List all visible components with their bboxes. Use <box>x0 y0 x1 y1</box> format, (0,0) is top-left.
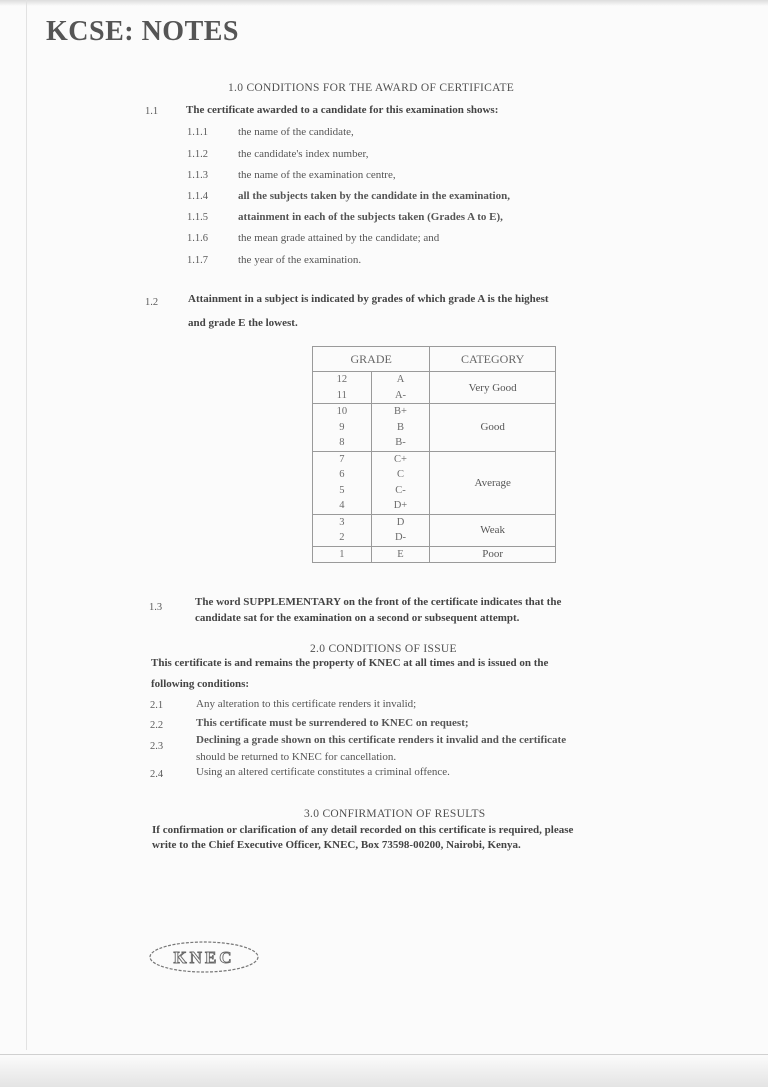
grade-letter: B+ <box>371 404 430 420</box>
item-2-4-number: 2.4 <box>150 769 164 780</box>
section1-heading: 1.0 CONDITIONS FOR THE AWARD OF CERTIFICATE <box>228 82 515 94</box>
table-row <box>313 372 556 388</box>
grade-points: 2 <box>313 530 372 546</box>
grade-letter: D+ <box>371 498 430 514</box>
subitem-number: 1.1.1 <box>187 127 208 138</box>
subitem-text: all the subjects taken by the candidate in the examination, <box>238 190 510 202</box>
subitem-text: the candidate's index number, <box>238 148 369 160</box>
section2-intro-line1: This certificate is and remains the property of KNEC at all times and is issued on the <box>151 657 549 669</box>
grade-points: 6 <box>313 467 372 483</box>
grade-points: 3 <box>313 514 372 530</box>
item-1-3-line2: candidate sat for the examination on a second or subsequent attempt. <box>195 612 520 624</box>
logo-text: KNEC <box>173 948 235 967</box>
grade-letter: E <box>371 546 430 563</box>
subitem-text: the year of the examination. <box>238 254 362 266</box>
section2-heading: 2.0 CONDITIONS OF ISSUE <box>310 643 457 655</box>
grade-letter: C <box>371 467 430 483</box>
item-2-3-number: 2.3 <box>150 741 164 752</box>
item-2-4-text: Using an altered certificate constitutes a criminal offence. <box>196 766 450 778</box>
grade-letter: D- <box>371 530 430 546</box>
item-2-1-number: 2.1 <box>150 700 164 711</box>
grade-letter: A <box>371 372 430 388</box>
category-cell: Average <box>430 451 556 514</box>
grade-points: 4 <box>313 498 372 514</box>
subitem-text: the name of the candidate, <box>238 126 354 138</box>
grade-letter: B- <box>371 435 430 451</box>
item-1-2-number: 1.2 <box>145 297 159 308</box>
category-column-header: CATEGORY <box>430 347 556 372</box>
category-cell: Very Good <box>430 372 556 404</box>
item-1-1-text: The certificate awarded to a candidate for this examination shows: <box>186 104 499 116</box>
grade-points: 12 <box>313 372 372 388</box>
grade-points: 11 <box>313 388 372 404</box>
category-cell: Good <box>430 404 556 452</box>
grade-letter: A- <box>371 388 430 404</box>
grade-letter: B <box>371 420 430 436</box>
item-2-3-line1: Declining a grade shown on this certificate renders it invalid and the certificate <box>196 734 567 746</box>
grade-points: 8 <box>313 435 372 451</box>
subitem-text: attainment in each of the subjects taken (Grades A to E), <box>238 211 503 223</box>
table-row <box>313 546 556 563</box>
page-bottom-edge <box>0 1054 768 1087</box>
knec-logo-icon <box>148 940 260 974</box>
table-row <box>313 404 556 420</box>
grade-letter: C- <box>371 483 430 499</box>
grade-table <box>312 346 556 563</box>
subitem-number: 1.1.3 <box>187 170 208 181</box>
grade-letter: D <box>371 514 430 530</box>
section3-line2: write to the Chief Executive Officer, KNEC, Box 73598-00200, Nairobi, Kenya. <box>152 839 521 851</box>
grade-points: 1 <box>313 546 372 563</box>
item-1-2-line1: Attainment in a subject is indicated by grades of which grade A is the highest <box>188 293 549 305</box>
item-2-2-number: 2.2 <box>150 720 164 731</box>
page-left-fold <box>26 0 27 1050</box>
item-1-3-number: 1.3 <box>149 602 163 613</box>
subitem-text: the mean grade attained by the candidate; and <box>238 232 440 244</box>
table-row <box>313 514 556 530</box>
subitem-number: 1.1.7 <box>187 255 208 266</box>
page-title: KCSE: NOTES <box>46 16 239 47</box>
category-cell: Poor <box>430 546 556 563</box>
subitem-text: the name of the examination centre, <box>238 169 396 181</box>
grade-points: 10 <box>313 404 372 420</box>
table-row <box>313 451 556 467</box>
item-2-2-text: This certificate must be surrendered to KNEC on request; <box>196 717 469 729</box>
section2-intro-line2: following conditions: <box>151 678 250 690</box>
item-1-2-line2: and grade E the lowest. <box>188 317 298 329</box>
subitem-number: 1.1.2 <box>187 149 208 160</box>
item-2-1-text: Any alteration to this certificate renders it invalid; <box>196 698 417 710</box>
item-2-3-line2: should be returned to KNEC for cancellation. <box>196 751 397 763</box>
grade-points: 7 <box>313 451 372 467</box>
grade-column-header: GRADE <box>313 347 430 372</box>
subitem-number: 1.1.4 <box>187 191 208 202</box>
page-top-edge <box>0 0 768 6</box>
item-1-1-number: 1.1 <box>145 106 159 117</box>
grade-points: 5 <box>313 483 372 499</box>
grade-table-header <box>313 347 556 372</box>
grade-letter: C+ <box>371 451 430 467</box>
subitem-number: 1.1.5 <box>187 212 208 223</box>
subitem-number: 1.1.6 <box>187 233 208 244</box>
category-cell: Weak <box>430 514 556 546</box>
item-1-3-line1: The word SUPPLEMENTARY on the front of the certificate indicates that the <box>195 596 562 608</box>
section3-heading: 3.0 CONFIRMATION OF RESULTS <box>304 808 486 820</box>
section3-line1: If confirmation or clarification of any detail recorded on this certificate is required, please <box>152 824 574 836</box>
grade-points: 9 <box>313 420 372 436</box>
